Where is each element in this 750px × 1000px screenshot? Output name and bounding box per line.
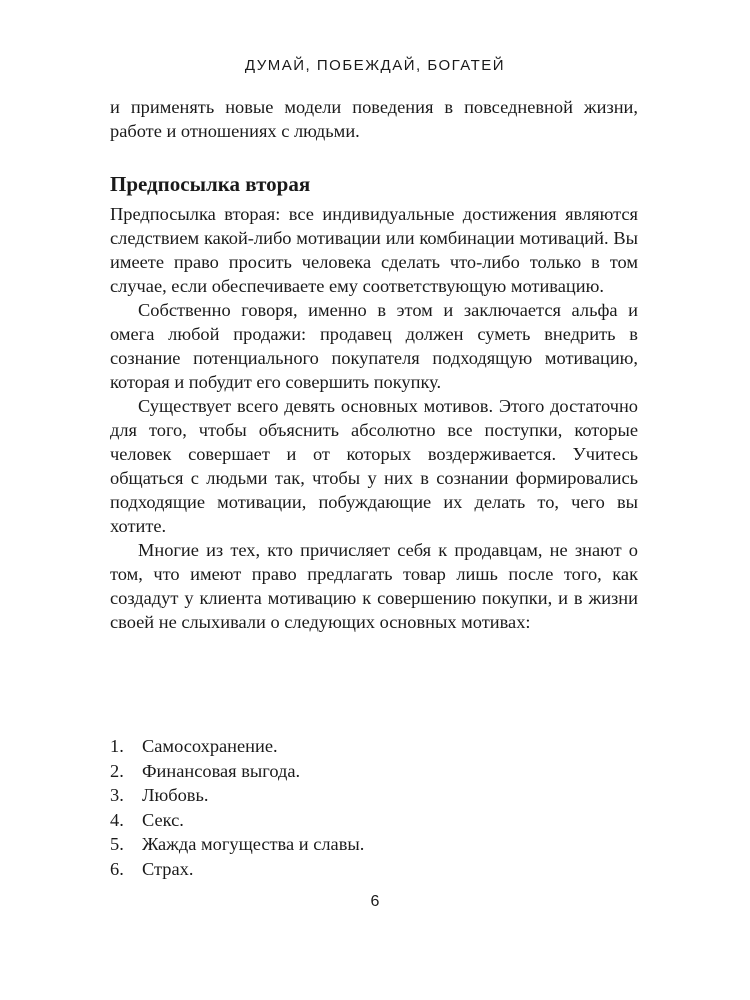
list-item-number: 4. bbox=[110, 809, 124, 830]
list-item-number: 3. bbox=[110, 785, 124, 805]
list-item bbox=[110, 857, 638, 882]
list-item-number: 2. bbox=[110, 760, 124, 781]
list-item-text: Жажда могущества и славы. bbox=[142, 834, 365, 854]
list-item-number: 6. bbox=[110, 858, 124, 879]
list-item bbox=[110, 783, 638, 808]
list-item-text: Любовь. bbox=[142, 785, 209, 805]
list-item-text: Страх. bbox=[142, 858, 194, 879]
list-item-number: 5. bbox=[110, 834, 124, 854]
section-heading: Предпосылка вторая bbox=[110, 172, 311, 196]
motive-list bbox=[110, 734, 638, 881]
list-item-text: Финансовая выгода. bbox=[142, 760, 301, 781]
list-item-text: Секс. bbox=[142, 809, 184, 830]
paragraph-1: Предпосылка вторая: все индивидуальные достижения являются следствием какой-либо мотивации или комбинации мотиваций. Вы имеете право просить человека сделать что-либо только в том случае, если обеспечиваете ему соответствующую мотивацию. bbox=[110, 204, 638, 296]
list-item bbox=[110, 832, 638, 857]
list-item-number: 1. bbox=[110, 736, 124, 756]
page-number: 6 bbox=[370, 893, 380, 910]
list-item-text: Самосохранение. bbox=[142, 736, 278, 756]
lead-paragraph: и применять новые модели поведения в повседневной жизни, работе и отношениях с людьми. bbox=[110, 97, 638, 141]
paragraph-2: Собственно говоря, именно в этом и заключается альфа и омега любой продажи: продавец должен суметь внедрить в сознание потенциального покупателя подходящую мотивацию, которая и побудит его совершить покупку. bbox=[110, 300, 638, 392]
list-item bbox=[110, 734, 638, 759]
section-body bbox=[110, 202, 638, 634]
paragraph-3: Существует всего девять основных мотивов. Этого достаточно для того, чтобы объяснить абсолютно все поступки, которые человек совершает и от которых воздерживается. Учитесь общаться с людьми так, чтобы у них в сознании формировались подходящие мотивации, побуждающие их делать то, чего вы хотите. bbox=[110, 396, 638, 536]
paragraph-4: Многие из тех, кто причисляет себя к продавцам, не знают о том, что имеют право предлагать товар лишь после того, как создадут у клиента мотивацию к совершению покупки, и в жизни своей не слыхивали о следующих основных мотивах: bbox=[110, 540, 638, 632]
list-item bbox=[110, 808, 638, 833]
lead-paragraph-block bbox=[110, 95, 638, 143]
list-item bbox=[110, 759, 638, 784]
running-head: ДУМАЙ, ПОБЕЖДАЙ, БОГАТЕЙ bbox=[244, 57, 506, 74]
